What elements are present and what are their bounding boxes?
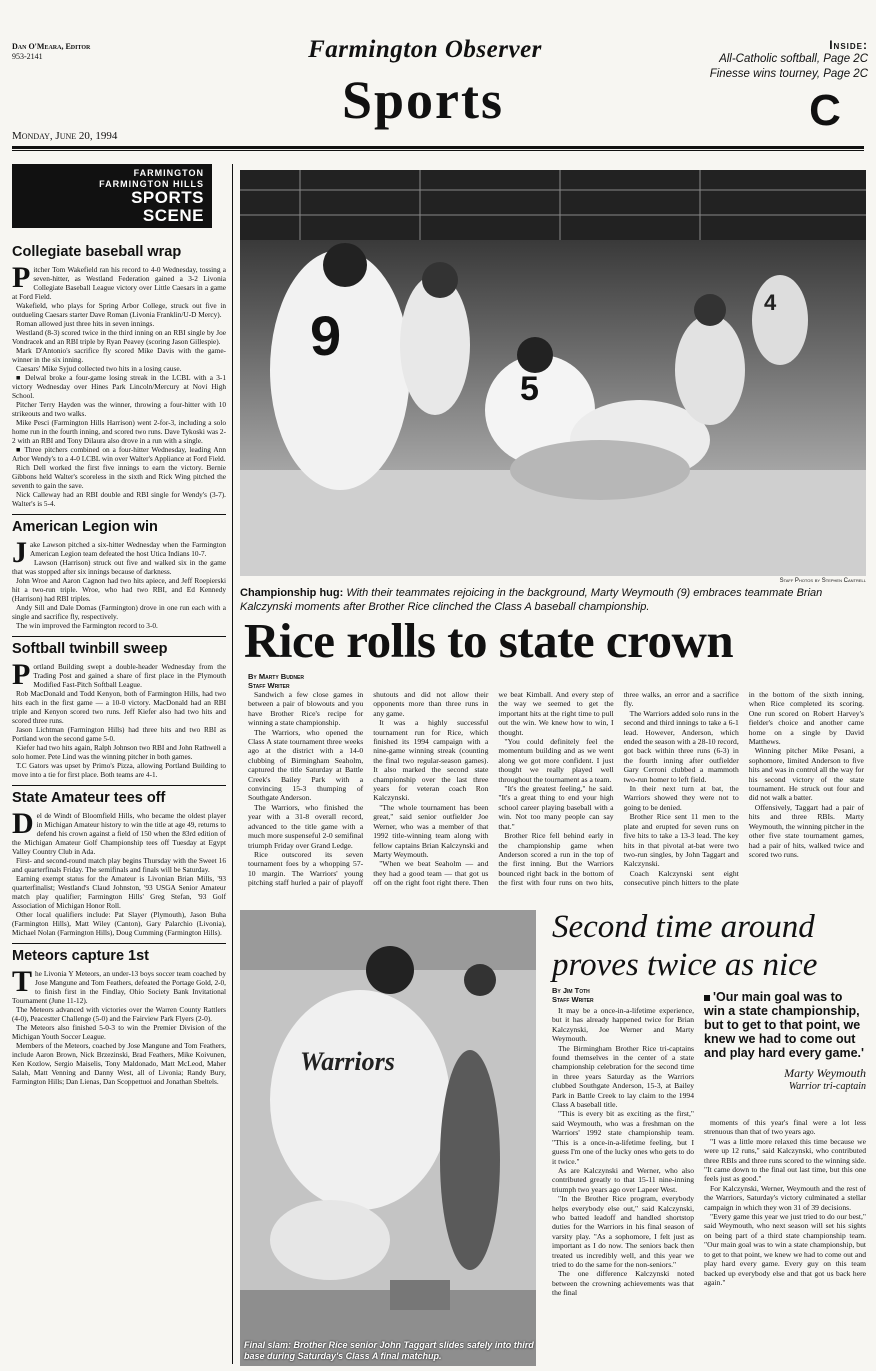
story-paragraph: "The whole tournament has been great," said senior outfielder Joe Werner, who was a member of that 1992 title-winning team along with fellow captains Brian Kalczynski and Marty Weymouth.: [373, 802, 489, 859]
brief-paragraph: Andy Sill and Dale Domas (Farmington) drove in one run each with a single and sacrifice fly, respectively.: [12, 603, 226, 621]
story-paragraph: It was a highly successful tournament run for Rice, which finished its 1994 campaign with a nine-game winning streak (counting the final two regular-season games). It also marked the second state championship over the last three years for veteran coach Ron Kalczynski.: [373, 718, 489, 803]
brief-section: [12, 244, 226, 508]
brief-text: ake Lawson pitched a six-hitter Wednesday when the Farmington American Legion team defeated the host Utica Indians 10-7.: [30, 540, 226, 558]
brief-text: ortland Building swept a double-header Wednesday from the Trading Post and gained a share of first place in the Plymouth Modified Fast-Pitch Softball League.: [33, 662, 226, 689]
caption-lead: Final slam:: [244, 1340, 292, 1350]
brief-body: [12, 658, 226, 779]
section-letter: C: [809, 86, 841, 135]
sports-scene-banner: [12, 164, 212, 228]
story-paragraph: "Every game this year we just tried to do our best," said Weymouth, who next season will set his sights on being part of a third state championship team. "Our main goal was to win a state championship, but to get to that point, we knew we had to come out and play hard every game. Every guy on this team backed up everybody else and that got us back here again.": [704, 1212, 866, 1287]
svg-text:4: 4: [764, 290, 777, 315]
byline-name: By Marty Budner: [248, 672, 304, 681]
brief-paragraph: [12, 658, 226, 691]
story-paragraph: In their next turn at bat, the Warriors showed they were not to going to be denied.: [623, 784, 739, 812]
inside-item[interactable]: Finesse wins tourney, Page 2C: [709, 68, 868, 80]
editor-credit: [12, 42, 90, 62]
brief-paragraph: Other local qualifiers include: Pat Slayer (Plymouth), Jason Buha (Farmington Hills), Matt Wiley (Canton), Gary Palarchio (Livonia), Michael Nolan (Farmington Hills), Doug Cumming (Farmington Hills).: [12, 910, 226, 937]
section-divider: [12, 514, 226, 515]
drop-cap: J: [12, 536, 27, 569]
championship-hug-image: [240, 170, 866, 576]
story-paragraph: moments of this year's final were a lot less strenuous than that of two years ago.: [704, 1118, 866, 1137]
brief-headline[interactable]: Collegiate baseball wrap: [12, 244, 182, 260]
brief-section: [12, 943, 226, 1086]
photo-credit: Staff Photos by Stephen Cantrell: [779, 578, 866, 584]
brief-paragraph: Members of the Meteors, coached by Jose Mangune and Tom Feathers, include Aaron Brown, Nick Brzezinski, Brad Feathers, Mike Koivunen, Ken Kozlow, Sergio Maiselis, Tony Maldonado, Matt McLeod, Maher Salah, Matt Venning and Danny West, all of Livonia; Randy Bury, Farmington Hills; Dan Lienas, Dan Scoppettuoi and Jonathan Sbeltels.: [12, 1041, 226, 1086]
story-paragraph: "This is every bit as exciting as the first," said Weymouth, who was a freshman on the Warriors' 1992 state championship team. "This is a once-in-a-lifetime feeling, but I guess I'm one of the lucky ones who gets to do it twice.": [552, 1109, 694, 1166]
brief-body: [12, 807, 226, 937]
second-story-continued: [704, 1118, 866, 1363]
third-base-slide-image: [240, 910, 536, 1366]
paper-name: Farmington Observer: [308, 36, 542, 63]
brief-paragraph: [12, 807, 226, 856]
editor-phone: 953-2141: [12, 52, 43, 61]
story-paragraph: For Kalczynski, Werner, Weymouth and the rest of the Warriors, Saturday's victory culminated a stellar campaign in which they won 31 of 39 decisions.: [704, 1183, 866, 1212]
brief-body: [12, 965, 226, 1086]
inside-item[interactable]: All-Catholic softball, Page 2C: [719, 53, 868, 65]
jersey-lettering: Warriors: [300, 1047, 395, 1076]
brief-paragraph: Lawson (Harrison) struck out five and walked six in the game that was stopped after six innings because of darkness.: [12, 558, 226, 576]
brief-paragraph: The Meteors also finished 5-0-3 to win the Premier Division of the Michigan Youth Soccer League.: [12, 1023, 226, 1041]
byline-name: By Jim Toth: [552, 986, 590, 995]
drop-cap: D: [12, 807, 34, 840]
championship-photo: [240, 170, 866, 576]
story-paragraph: The Warriors added solo runs in the second and third innings to take a 6-1 lead. However, Anderson, which ended the season with a 28-10 record, got back within three runs (6-3) in the fourth inning after outfielder Gary Cerroni clubbed a mammoth two-run homer to left field.: [623, 708, 739, 784]
section-title: Sports: [341, 70, 505, 130]
caption-text: Brother Rice senior John Taggart slides safely into third base during Saturday's Class A final matchup.: [244, 1340, 534, 1361]
section-divider: [12, 636, 226, 637]
story-paragraph: "You could definitely feel the momentum building and as we went along we got more confident. I just thought we really played well throughout the tournament as a team.: [498, 737, 614, 784]
brief-paragraph: ■ Delwal broke a four-game losing streak in the LCBL with a 3-1 victory Wednesday over Hines Park Lincoln/Mercury at Novi High School.: [12, 373, 226, 400]
brief-paragraph: ■ Three pitchers combined on a four-hitter Wednesday, leading Ann Arbor Wendy's to a 4-0 LCBL win over Walter's Appliance at Ford Field.: [12, 445, 226, 463]
story-paragraph: Coach Kalczynski sent eight consecutive pinch hitters to the plate in the bottom of the sixth inning, when Rice completed its scoring. One run scored on Robert Harvey's fielder's choice and another came home on a single by David Matthews.: [623, 690, 864, 888]
story-paragraph: Sandwich a few close games in between a pair of blowouts and you have Brother Rice's recipe for winning a state championship.: [248, 690, 364, 728]
caption-lead: Championship hug:: [240, 587, 344, 599]
column-divider: [232, 164, 233, 1364]
photo-caption: [240, 586, 866, 614]
brief-paragraph: Pitcher Terry Hayden was the winner, throwing a four-hitter with 10 strikeouts and two walks.: [12, 400, 226, 418]
brief-headline[interactable]: American Legion win: [12, 519, 158, 535]
editor-name: Dan O'Meara, Editor: [12, 42, 91, 51]
story-byline: [248, 672, 388, 690]
section-divider: [12, 785, 226, 786]
byline-role: Staff Writer: [552, 995, 594, 1004]
brief-section: [12, 636, 226, 779]
brief-headline[interactable]: Softball twinbill sweep: [12, 641, 168, 657]
brief-paragraph: Earning exempt status for the Amateur is Livonian Brian Mills, '93 quarterfinalist; Westland's Claud Johnston, '93 USGA Senior Amateur match play qualifier; Farmington Hills' Greg Stefan, '93 Golf Association of Michigan Honor Roll.: [12, 874, 226, 910]
brief-section: [12, 514, 226, 630]
second-story-body: [552, 1006, 694, 1361]
drop-cap: P: [12, 658, 31, 691]
story-paragraph: The Birmingham Brother Rice tri-captains found themselves in the center of a state championship celebration for the second time in three years Saturday as the Warriors clubbed Southgate Anderson, 15-3, at Bailey Park in Battle Creek to lay claim to the 1994 Class A baseball title.: [552, 1043, 694, 1110]
brief-paragraph: Westland (8-3) scored twice in the third inning on an RBI single by Joe Vondracek and an RBI triple by Ryan Peavey (scoring Jason Gillespie).: [12, 328, 226, 346]
brief-paragraph: T.C Gators was upset by Primo's Pizza, allowing Portland Building to move into a tie for first place. Both teams are 4-1.: [12, 761, 226, 779]
scene-title: SPORTS: [131, 188, 204, 207]
issue-date: Monday, June 20, 1994: [12, 130, 118, 142]
story-body: [248, 690, 864, 895]
brief-body: [12, 261, 226, 508]
second-story-headline[interactable]: Second time around proves twice as nice: [552, 909, 818, 983]
bullet-square-icon: [704, 995, 710, 1001]
story-headline[interactable]: Rice rolls to state crown: [244, 613, 734, 668]
drop-cap: P: [12, 261, 31, 294]
brief-headline[interactable]: Meteors capture 1st: [12, 948, 149, 964]
brief-paragraph: Caesars' Mike Syjud collected two hits in a losing cause.: [16, 364, 182, 373]
scene-title: SCENE: [142, 206, 204, 225]
brief-paragraph: Jason Lichtman (Farmington Hills) had three hits and two RBI as Portland won the second game 5-0.: [12, 725, 226, 743]
story-paragraph: Winning pitcher Mike Pesani, a sophomore, limited Anderson to five hits and was in control all the way for his second victory of the state tournament. He struck out four and did not walk a batter.: [748, 746, 864, 803]
masthead-rule-thin: [12, 150, 864, 151]
brief-headline[interactable]: State Amateur tees off: [12, 790, 166, 806]
story-paragraph: "I was a little more relaxed this time because we were up 12 runs," said Kalczynski, who contributed three RBIs and three runs scored to the winning side. "It came down to the final out last time, but this one feels just as good.": [704, 1136, 866, 1184]
brief-paragraph: The Meteors advanced with victories over the Warren County Rattlers (4-0), Peacestter Challenge (5-0) and the Fairview Park Flyers (2-0).: [12, 1005, 226, 1023]
brief-body: [12, 536, 226, 630]
pull-quote: [704, 990, 866, 1092]
brief-text: el de Windt of Bloomfield Hills, who became the oldest player in Michigan Amateur history to win the title at age 49, returns to defend his crown against a field of 150 when the 83rd edition of the Michigan Amateur Golf Championship tees off Tuesday at Egypt Valley Country Club in Ada.: [12, 811, 226, 856]
story-paragraph: Rice outscored its seven tournament foes by a whopping 57-10 margin. The Warriors' young pitching staff hurled a pair of playoff shutouts and did not allow their opponents more than three runs in any game.: [248, 690, 489, 888]
brief-paragraph: Mike Pesci (Farmington Hills Harrison) went 2-for-3, including a solo home run in the fourth inning, and scored two runs. Dave Tykoski was 2-2 with an RBI and Tony Dilaura also drove in a run with a single.: [12, 418, 226, 445]
brief-paragraph: Nick Calleway had an RBI double and RBI single for Wendy's (3-7). Walter's is 5-4.: [12, 490, 226, 508]
inside-label: Inside:: [829, 38, 868, 52]
inside-box: [668, 38, 868, 82]
quote-attribution: Marty Weymouth: [784, 1066, 866, 1080]
brief-paragraph: The win improved the Farmington record to 3-0.: [16, 621, 158, 630]
sports-scene-column: [12, 240, 226, 1092]
svg-text:9: 9: [310, 304, 342, 367]
svg-text:5: 5: [520, 370, 539, 408]
story-paragraph: As are Kalczynski and Werner, who also contributed greatly to that 15-11 nine-inning triumph two years ago over Lapeer West.: [552, 1165, 694, 1194]
brief-paragraph: Roman allowed just three hits in seven innings.: [16, 319, 155, 328]
brief-paragraph: John Wroe and Aaron Cagnon had two hits apiece, and Jeff Roepierski hit a two-run triple. Wroe, who had two RBI, and Ed Kennedy (Harrison) had RBI triples.: [12, 576, 226, 603]
story-paragraph: Offensively, Taggart had a pair of hits and three RBIs. Marty Weymouth, the winning pitcher in the other five state tournament games, had a pair of hits, walked twice and scored two runs.: [748, 802, 864, 859]
story-paragraph: Brother Rice sent 11 men to the plate and erupted for seven runs on five hits to take a 13-3 lead. The key hits in that pivotal at-bat were two two-run singles, by John Taggart and Kalczynski.: [623, 812, 739, 869]
masthead-rule: [12, 146, 864, 149]
story-paragraph: "In the Brother Rice program, everybody helps everybody else out," said Kalczynski, who batted leadoff and handled shortstop duties for the Warriors in his final season of varsity play. "As a sophomore, I felt just as important as I do now. The seniors back then treated us incredibly well, and this year we tried to do the same for the non-seniors.": [552, 1194, 694, 1269]
caption-text: With their teammates rejoicing in the background, Marty Weymouth (9) embraces teammate Brian Kalczynski moments after Brother Rice clinched the Class A baseball championship.: [240, 587, 823, 613]
brief-text: itcher Tom Wakefield ran his record to 4-0 Wednesday, tossing a seven-hitter, as Westland Federation gained a 3-2 Livonia Collegiate Baseball League victory over Little Caesars in a game at Ford Field.: [12, 265, 226, 301]
quote-text: 'Our main goal was to win a state championship, but to get to that point, we knew we had to come out and play hard every game.': [704, 990, 864, 1060]
brief-paragraph: First- and second-round match play begins Thursday with the Sweet 16 and quarterfinals Friday. The semifinals and finals will be Saturday.: [12, 856, 226, 874]
story-paragraph: The Warriors, who opened the Class A state tournament three weeks ago at the district with a 14-0 clubbing of Birmingham Seaholm, captured the title Saturday at Battle Creek's Bailey Park with a convincing 15-3 thumping of Southgate Anderson.: [248, 727, 364, 803]
section-divider: [12, 943, 226, 944]
slide-caption: [244, 1340, 534, 1362]
byline-role: Staff Writer: [248, 681, 290, 690]
quote-role: Warrior tri-captain: [788, 1081, 866, 1092]
story-paragraph: Brother Rice fell behind early in the championship game when Anderson scored a run in the top of the first inning. But the Warriors bounced right back in the bottom of the first with four runs on two hits, three walks, an error and a sacrifice fly.: [498, 690, 739, 888]
second-story-byline: [552, 986, 692, 1004]
brief-paragraph: Rob MacDonald and Todd Kenyon, both of Farmington Hills, had two hits each in the first game — a 10-0 victory. MacDonald had an RBI triple and Kenyon scored two runs. Jeff Kiefer also had two hits and scored three runs.: [12, 689, 226, 725]
brief-paragraph: Mark D'Antonio's sacrifice fly scored Mike Davis with the game-winner in the six inning.: [12, 346, 226, 364]
brief-section: [12, 785, 226, 937]
brief-paragraph: Wakefield, who plays for Spring Arbor College, struck out five in outdueling Caesars starter Dave Roman (Livonia Franklin/U-D Mercy).: [12, 301, 226, 319]
brief-paragraph: Rich Dell worked the first five innings to earn the victory. Bernie Gibbons held Walter's scoreless in the sixth and Rick Wing pitched the seventh to gain the save.: [12, 463, 226, 490]
story-paragraph: "When we beat Seaholm — and they had a good team — that got us off on the right foot right there. Then we beat Kimball. And every step of the way we seemed to get the important hits at the right time to pull out the win. We knew how to win, I thought.: [373, 690, 614, 888]
story-paragraph: It may be a once-in-a-lifetime experience, but it has already happened twice for Brian Kalczynski, Joe Werner and Marty Weymouth.: [552, 1006, 694, 1044]
brief-paragraph: Kiefer had two hits again, Ralph Johnson two RBI and John Rathwell a solo homer. Pete Lind was the winning pitcher in both games.: [12, 743, 226, 761]
brief-paragraph: [12, 261, 226, 301]
brief-text: he Livonia Y Meteors, an under-13 boys soccer team coached by Jose Mangune and Tom Feathers, defeated the Portage Gold, 2-0, to finish first in the Findlay, Ohio Society Bank Invitational Tournament (June 11-12).: [12, 969, 226, 1005]
story-paragraph: "It's the greatest feeling," he said. "It's a great thing to end your high school career playing baseball with a win. Not too many people can say that.": [498, 784, 614, 831]
story-paragraph: The one difference Kalczynski noted between the crowning achievements was that the final: [552, 1269, 694, 1298]
drop-cap: T: [12, 965, 33, 998]
story-paragraph: The Warriors, who finished the year with a 31-8 overall record, advanced to the title game with a much more suspenseful 2-0 semifinal triumph Friday over Grand Ledge.: [248, 802, 364, 850]
scene-line: FARMINGTON: [133, 168, 204, 178]
scene-line: FARMINGTON HILLS: [99, 179, 204, 189]
slide-photo: [240, 910, 536, 1366]
brief-paragraph: [12, 965, 226, 1005]
